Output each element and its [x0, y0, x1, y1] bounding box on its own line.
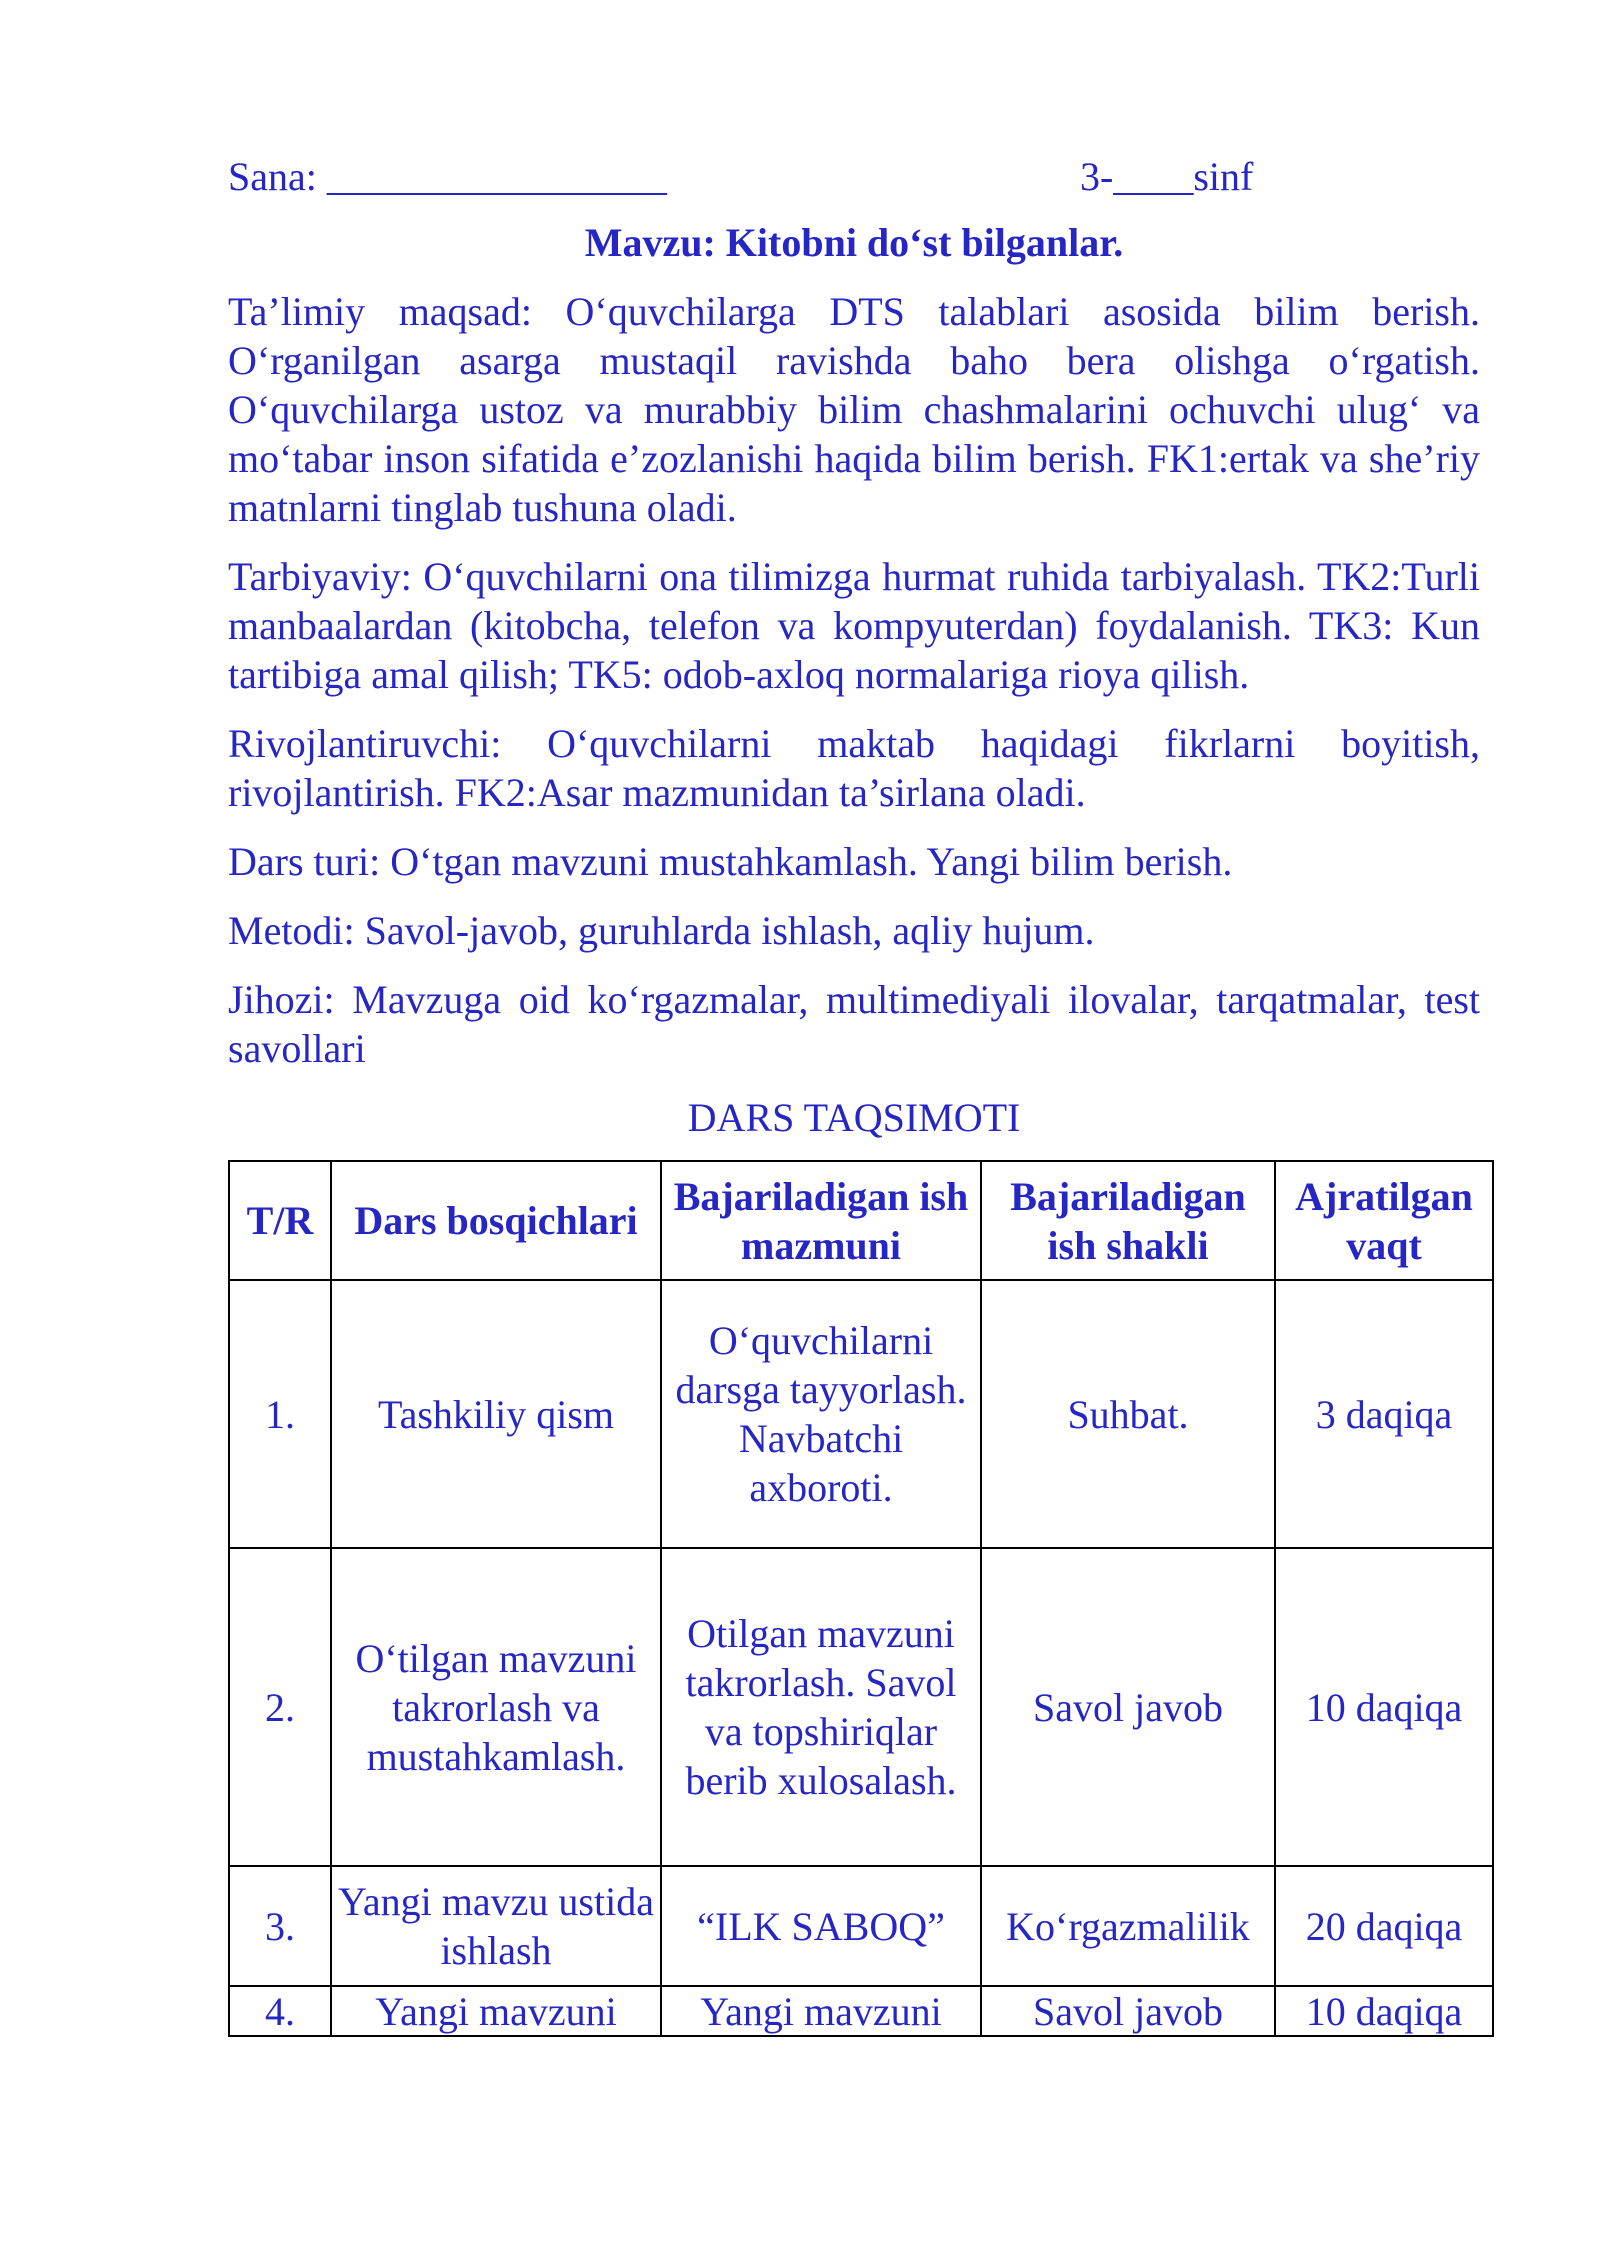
cell-number: 1. — [229, 1280, 331, 1548]
table-row — [229, 1548, 1493, 1866]
lesson-type: Dars turi: O‘tgan mavzuni mustahkamlash. Yangi bilim berish. — [228, 839, 1233, 884]
lesson-schedule-table — [228, 1160, 1494, 2037]
table-row — [229, 1866, 1493, 1986]
cell-number — [229, 1986, 331, 2036]
cell-number: 3. — [229, 1866, 331, 1986]
cell-stage: Yangi mavzu ustida ishlash — [331, 1866, 661, 1986]
table-title: DARS TAQSIMOTI — [687, 1095, 1021, 1140]
cell-time: 10 daqiqa — [1275, 1548, 1493, 1866]
header-time: Ajratilgan vaqt — [1275, 1161, 1493, 1280]
cell-stage — [331, 1986, 661, 2036]
cell-form — [981, 1986, 1275, 2036]
lesson-equipment: Jihozi: Mavzuga oid ko‘rgazmalar, multimediyali ilovalar, tarqatmalar, test savollari — [228, 977, 1480, 1071]
date-field: Sana: _________________ — [228, 154, 667, 199]
header-work-content: Bajariladigan ish mazmuni — [661, 1161, 981, 1280]
cell-content: “ILK SABOQ” — [661, 1866, 981, 1986]
header-stages: Dars bosqichlari — [331, 1161, 661, 1280]
cell-time: 3 daqiqa — [1275, 1280, 1493, 1548]
cell-content: O‘quvchilarni darsga tayyorlash. Navbatchi axboroti. — [661, 1280, 981, 1548]
table-header-row — [229, 1161, 1493, 1280]
cell-time-text: 10 daqiqa — [1305, 1989, 1463, 2034]
lesson-plan — [228, 152, 1480, 2037]
cell-content — [661, 1986, 981, 2036]
cell-form-text: Savol javob — [1033, 1989, 1223, 2034]
cell-content-text: Yangi mavzuni — [700, 1989, 942, 2034]
cell-number: 2. — [229, 1548, 331, 1866]
lesson-method: Metodi: Savol-javob, guruhlarda ishlash, aqliy hujum. — [228, 908, 1095, 953]
table-row — [229, 1986, 1493, 2036]
table-row — [229, 1280, 1493, 1548]
lesson-title: Mavzu: Kitobni do‘st bilganlar. — [584, 220, 1124, 265]
cell-form: Savol javob — [981, 1548, 1275, 1866]
cell-stage: Tashkiliy qism — [331, 1280, 661, 1548]
header-work-form: Bajariladigan ish shakli — [981, 1161, 1275, 1280]
cell-stage: O‘tilgan mavzuni takrorlash va mustahkamlash. — [331, 1548, 661, 1866]
header-row — [228, 152, 1480, 204]
cell-content: Otilgan mavzuni takrorlash. Savol va topshiriqlar berib xulosalash. — [661, 1548, 981, 1866]
educational-goal: Ta’limiy maqsad: O‘quvchilarga DTS talablari asosida bilim berish. O‘rganilgan asarga mustaqil ravishda baho bera olishga o‘rgatish. O‘quvchilarga ustoz va murabbiy bilim chashmalarini ochuvchi ulug‘ va mo‘tabar inson sifatida e’zozlanishi haqida bilim berish. FK1:ertak va she’riy matnlarni tinglab tushuna oladi. — [228, 289, 1480, 530]
cell-number-text: 4. — [265, 1989, 295, 2034]
header-tr: T/R — [229, 1161, 331, 1280]
cell-time — [1275, 1986, 1493, 2036]
cell-time: 20 daqiqa — [1275, 1866, 1493, 1986]
class-field: 3-____sinf — [1080, 154, 1254, 199]
cell-form: Suhbat. — [981, 1280, 1275, 1548]
cell-stage-text: Yangi mavzuni — [375, 1989, 617, 2034]
cell-form: Ko‘rgazmalilik — [981, 1866, 1275, 1986]
upbringing-goal: Tarbiyaviy: O‘quvchilarni ona tilimizga hurmat ruhida tarbiyalash. TK2:Turli manbaalardan (kitobcha, telefon va kompyuterdan) foydalanish. TK3: Kun tartibiga amal qilish; TK5: odob-axloq normalariga rioya qilish. — [228, 554, 1480, 697]
developmental-goal: Rivojlantiruvchi: O‘quvchilarni maktab haqidagi fikrlarni boyitish, rivojlantirish. FK2:Asar mazmunidan ta’sirlana oladi. — [228, 721, 1480, 815]
